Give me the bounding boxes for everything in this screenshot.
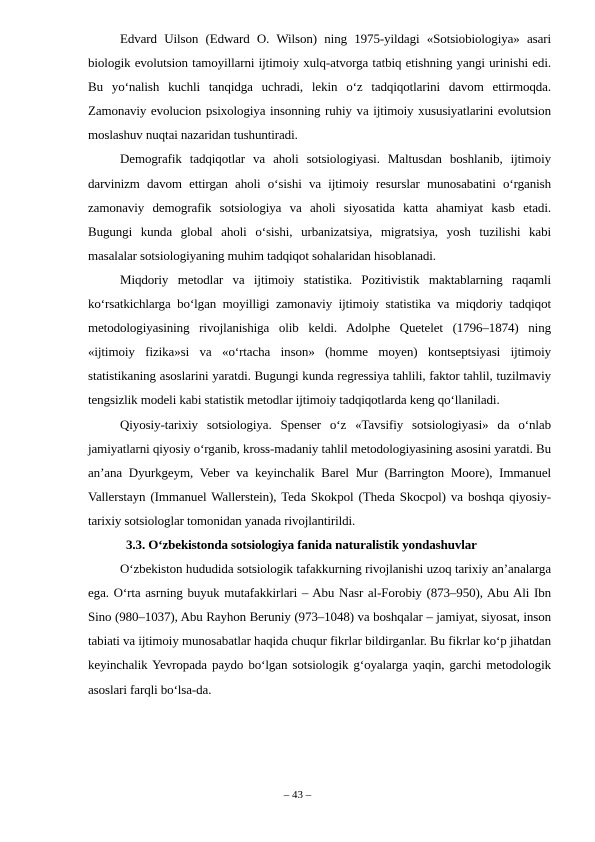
paragraph-quantitative-methods: Miqdoriy metodlar va ijtimoiy statistika. Pozitivistik maktablarning raqamli ko‘rsatkichlarga bo‘lgan moyilligi zamonaviy ijtimoiy statistika va miqdoriy tadqiqot metodologiyasining rivojlanishiga olib keldi. Adolphe Quetelet (1796–1874) ning «ijtimoiy fizika»si va «o‘rtacha inson» (homme moyen) kontseptsiyasi ijtimoiy statistikaning asoslarini yaratdi. Bugungi kunda regressiya tahlili, faktor tahlil, tuzilmaviy tengsizlik modeli kabi statistik metodlar ijtimoiy tadqiqotlarda keng qo‘llaniladi. xyxy=(88,271,551,408)
section-heading: 3.3. O‘zbekistonda sotsiologiya fanida naturalistik yondashuvlar xyxy=(126,536,477,552)
page-number: – 43 – xyxy=(283,789,312,801)
paragraph-demography: Demografik tadqiqotlar va aholi sotsiologiyasi. Maltusdan boshlanib, ijtimoiy darvinizm davom ettirgan aholi o‘sishi va ijtimoiy resurslar munosabatini o‘rganish zamonaviy demografik sotsiologiya va aholi siyosatida katta ahamiyat kasb etadi. Bugungi kunda global aholi o‘sishi, urbanizatsiya, migratsiya, yosh tuzilishi kabi masalalar sotsiologiyaning muhim tadqiqot sohalaridan hisoblanadi. xyxy=(88,151,551,263)
document-page xyxy=(88,27,551,702)
paragraph-comparative-historical: Qiyosiy-tarixiy sotsiologiya. Spenser o‘z «Tavsifiy sotsiologiyasi» da o‘nlab jamiyatlarni qiyosiy o‘rganib, kross-madaniy tahlil metodologiyasining asosini yaratdi. Bu an’ana Dyurkgeym, Veber va keyinchalik Barel Mur (Barrington Moore), Immanuel Vallerstayn (Immanuel Wallerstein), Teda Skokpol (Theda Skocpol) va boshqa qiyosiy-tarixiy sotsiologlar tomonidan yanada rivojlantirildi. xyxy=(88,416,551,528)
paragraph-uzbekistan: O‘zbekiston hududida sotsiologik tafakkurning rivojlanishi uzoq tarixiy an’analarga ega. O‘rta asrning buyuk mutafakkirlari – Abu Nasr al-Forobiy (873–950), Abu Ali Ibn Sino (980–1037), Abu Rayhon Beruniy (973–1048) va boshqalar – jamiyat, siyosat, inson tabiati va ijtimoiy munosabatlar haqida chuqur fikrlar bildirganlar. Bu fikrlar ko‘p jihatdan keyinchalik Yevropada paydo bo‘lgan sotsiologik g‘oyalarga yaqin, garchi metodologik asoslari farqli bo‘lsa-da. xyxy=(88,561,551,697)
paragraph-sociobiology: Edvard Uilson (Edward O. Wilson) ning 1975-yildagi «Sotsiobiologiya» asari biologik evolutsion tamoyillarni ijtimoiy xulq-atvorga tatbiq etishning yangi urinishi edi. Bu yo‘nalish kuchli tanqidga uchradi, lekin o‘z tadqiqotlarini davom ettirmoqda. Zamonaviy evolucion psixologiya insonning ruhiy va ijtimoiy xususiyatlarini evolutsion moslashuv nuqtai nazaridan tushuntiradi. xyxy=(88,31,551,143)
